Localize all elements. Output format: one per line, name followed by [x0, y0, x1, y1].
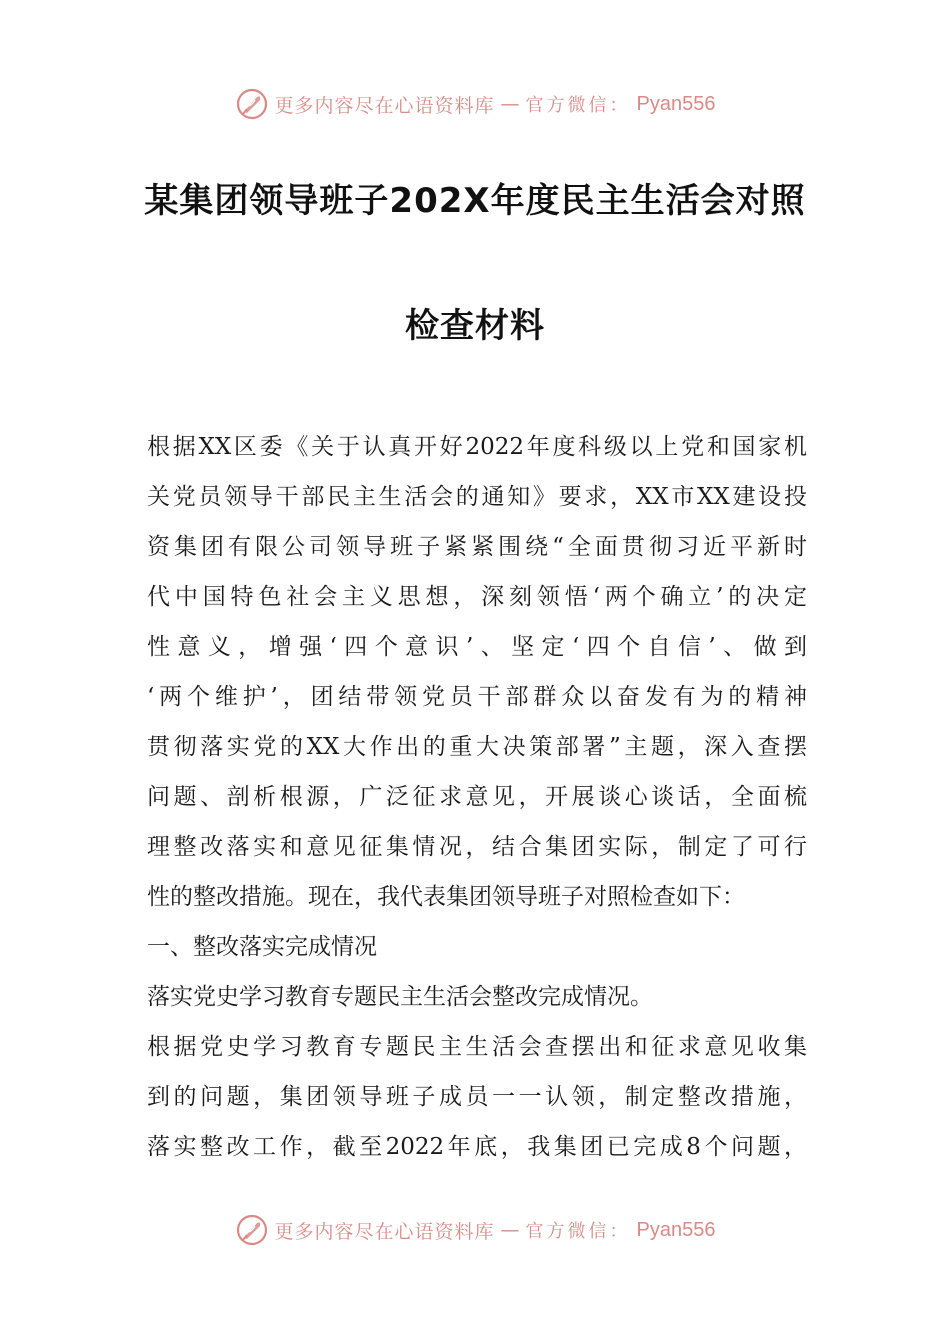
watermark-label: 官方微信：: [525, 1221, 631, 1242]
section-heading: 一、整改落实完成情况: [147, 934, 377, 960]
quill-logo-icon: [235, 87, 269, 121]
body-line: 贯彻落实党的XX大作出的重大决策部署”主题，深入查摆: [147, 734, 807, 760]
watermark-separator: —: [500, 93, 520, 115]
body-line: 资集团有限公司领导班子紧紧围绕“全面贯彻习近平新时: [147, 534, 807, 560]
body-line: 根据党史学习教育专题民主生活会查摆出和征求意见收集: [147, 1034, 807, 1060]
body-line: 代中国特色社会主义思想，深刻领悟‘两个确立’的决定: [147, 584, 807, 610]
quill-logo-icon: [235, 1213, 269, 1247]
watermark-id: Pyan556: [636, 1218, 716, 1241]
body-line: 根据XX区委《关于认真开好2022年度科级以上党和国家机: [147, 434, 807, 460]
body-line: 理整改落实和意见征集情况，结合集团实际，制定了可行: [147, 834, 807, 860]
document-title-line-1: 某集团领导班子202X年度民主生活会对照: [144, 181, 806, 221]
document-title-line-2: 检查材料: [405, 306, 545, 346]
body-line: 性意义，增强‘四个意识’、坚定‘四个自信’、做到: [147, 634, 807, 660]
body-line: 落实党史学习教育专题民主生活会整改完成情况。: [147, 984, 653, 1010]
body-line: 性的整改措施。现在，我代表集团领导班子对照检查如下：: [147, 884, 745, 910]
body-line: 到的问题，集团领导班子成员一一认领，制定整改措施，: [147, 1084, 807, 1110]
watermark-id: Pyan556: [636, 92, 716, 115]
watermark-header: [0, 84, 950, 124]
body-line: 问题、剖析根源，广泛征求意见，开展谈心谈话，全面梳: [147, 784, 807, 810]
body-line: 关党员领导干部民主生活会的通知》要求，XX市XX建设投: [147, 484, 807, 510]
body-line: 落实整改工作，截至2022年底，我集团已完成8个问题，: [147, 1134, 807, 1160]
watermark-text: 更多内容尽在心语资料库: [274, 1220, 495, 1243]
watermark-text: 更多内容尽在心语资料库: [274, 94, 495, 117]
watermark-label: 官方微信：: [525, 95, 631, 116]
body-line: ‘两个维护’，团结带领党员干部群众以奋发有为的精神: [147, 684, 807, 710]
watermark-footer: [0, 1210, 950, 1250]
watermark-separator: —: [500, 1219, 520, 1241]
